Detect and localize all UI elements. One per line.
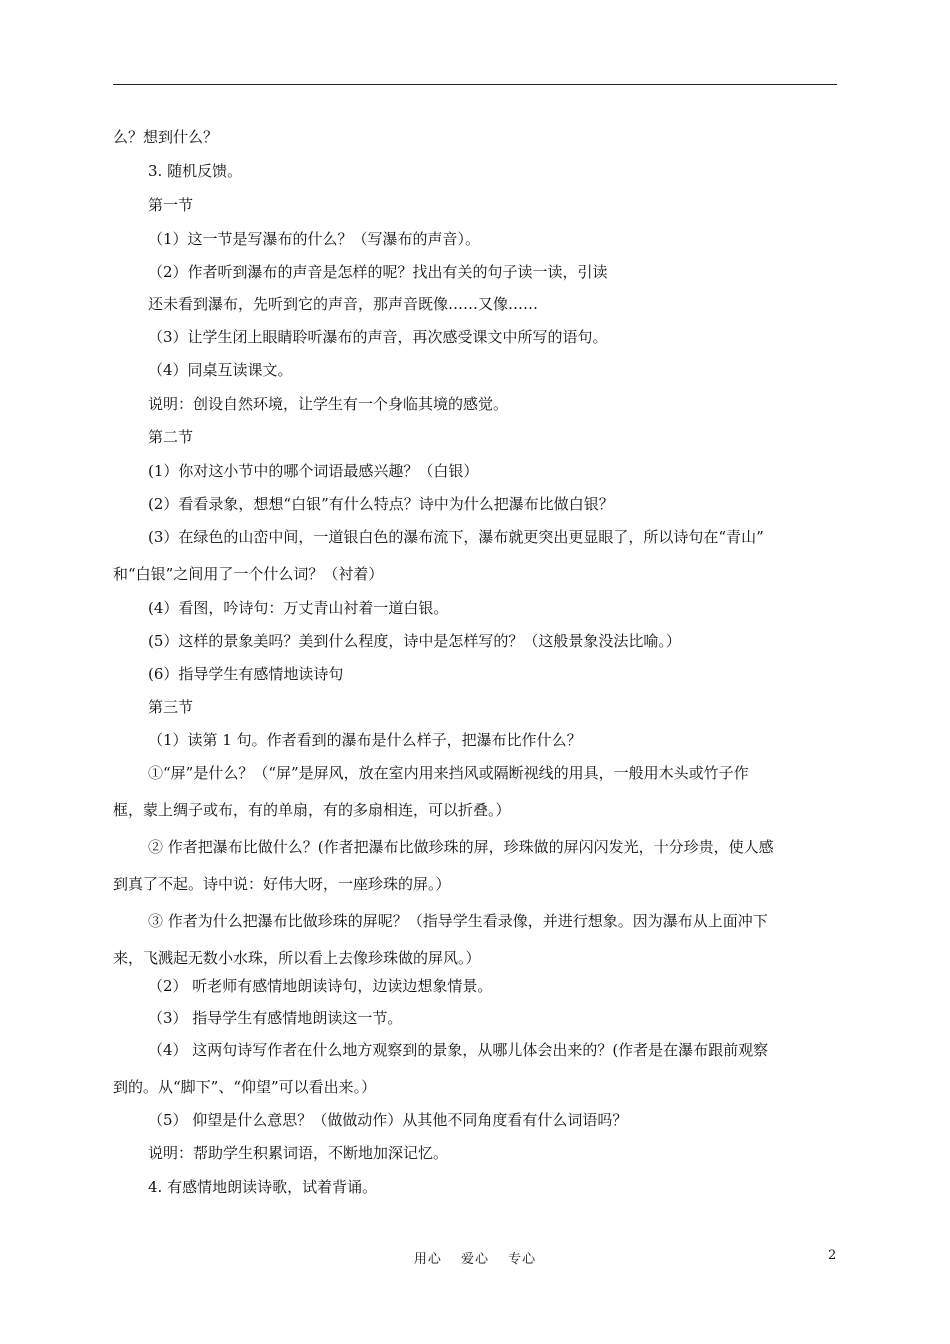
body-line: （1）读第 1 句。作者看到的瀑布是什么样子，把瀑布比作什么？	[148, 731, 582, 749]
body-line: 和“白银”之间用了一个什么词？（衬着）	[113, 565, 384, 583]
body-line: 框，蒙上绸子或布，有的单扇，有的多扇相连，可以折叠。）	[113, 801, 511, 819]
section-heading: 第二节	[148, 428, 194, 446]
body-line: （2）作者听到瀑布的声音是怎样的呢？找出有关的句子读一读，引读	[148, 263, 608, 281]
body-line: 4. 有感情地朗读诗歌，试着背诵。	[148, 1178, 378, 1196]
body-line: （4）同桌互读课文。	[148, 361, 293, 379]
body-line: 还未看到瀑布，先听到它的声音，那声音既像……又像……	[148, 295, 539, 313]
body-line: ①“屏”是什么？（“屏”是屏风，放在室内用来挡风或隔断视线的用具，一般用木头或竹子作	[148, 764, 749, 782]
body-line: (3）在绿色的山峦中间，一道银白色的瀑布流下，瀑布就更突出更显眼了，所以诗句在“青山”	[148, 528, 764, 546]
body-line: (2）看看录象，想想“白银”有什么特点？诗中为什么把瀑布比做白银？	[148, 495, 614, 513]
body-line: (1）你对这小节中的哪个词语最感兴趣？（白银）	[148, 462, 479, 480]
body-line: 3. 随机反馈。	[148, 162, 243, 180]
body-line: （4） 这两句诗写作者在什么地方观察到的景象，从哪儿体会出来的？(作者是在瀑布跟前观察	[148, 1041, 769, 1059]
footer-motto: 用心 爱心 专心	[413, 1252, 537, 1267]
body-line: （3）让学生闭上眼睛聆听瀑布的声音，再次感受课文中所写的语句。	[148, 328, 608, 346]
section-heading: 第三节	[148, 698, 194, 716]
body-line: 说明：创设自然环境，让学生有一个身临其境的感觉。	[148, 395, 509, 413]
body-line: (4）看图，吟诗句：万丈青山衬着一道白银。	[148, 599, 449, 617]
body-line: (6）指导学生有感情地读诗句	[148, 665, 344, 683]
body-line: (5）这样的景象美吗？美到什么程度，诗中是怎样写的？（这般景象没法比喻。）	[148, 632, 681, 650]
body-line: （3） 指导学生有感情地朗读这一节。	[148, 1009, 403, 1027]
body-line: 来，飞溅起无数小水珠，所以看上去像珍珠做的屏风。）	[113, 949, 481, 967]
section-heading: 第一节	[148, 196, 194, 214]
body-line: 说明：帮助学生积累词语，不断地加深记忆。	[148, 1144, 449, 1162]
body-line: （1）这一节是写瀑布的什么？（写瀑布的声音）。	[148, 230, 481, 248]
body-line: ③ 作者为什么把瀑布比做珍珠的屏呢？（指导学生看录像，并进行想象。因为瀑布从上面冲下	[148, 912, 768, 930]
body-line: 么？想到什么？	[113, 128, 219, 146]
body-line: 到的。从“脚下”、“仰望”可以看出来。）	[113, 1078, 377, 1096]
body-line: （5） 仰望是什么意思？（做做动作）从其他不同角度看有什么词语吗？	[148, 1111, 628, 1129]
page-number: 2	[828, 1248, 837, 1263]
header-rule	[113, 84, 837, 85]
body-line: ② 作者把瀑布比做什么？(作者把瀑布比做珍珠的屏，珍珠做的屏闪闪发光，十分珍贵，使人感	[148, 838, 774, 856]
body-line: 到真了不起。诗中说：好伟大呀，一座珍珠的屏。）	[113, 875, 451, 893]
body-line: （2） 听老师有感情地朗读诗句，边读边想象情景。	[148, 977, 493, 995]
